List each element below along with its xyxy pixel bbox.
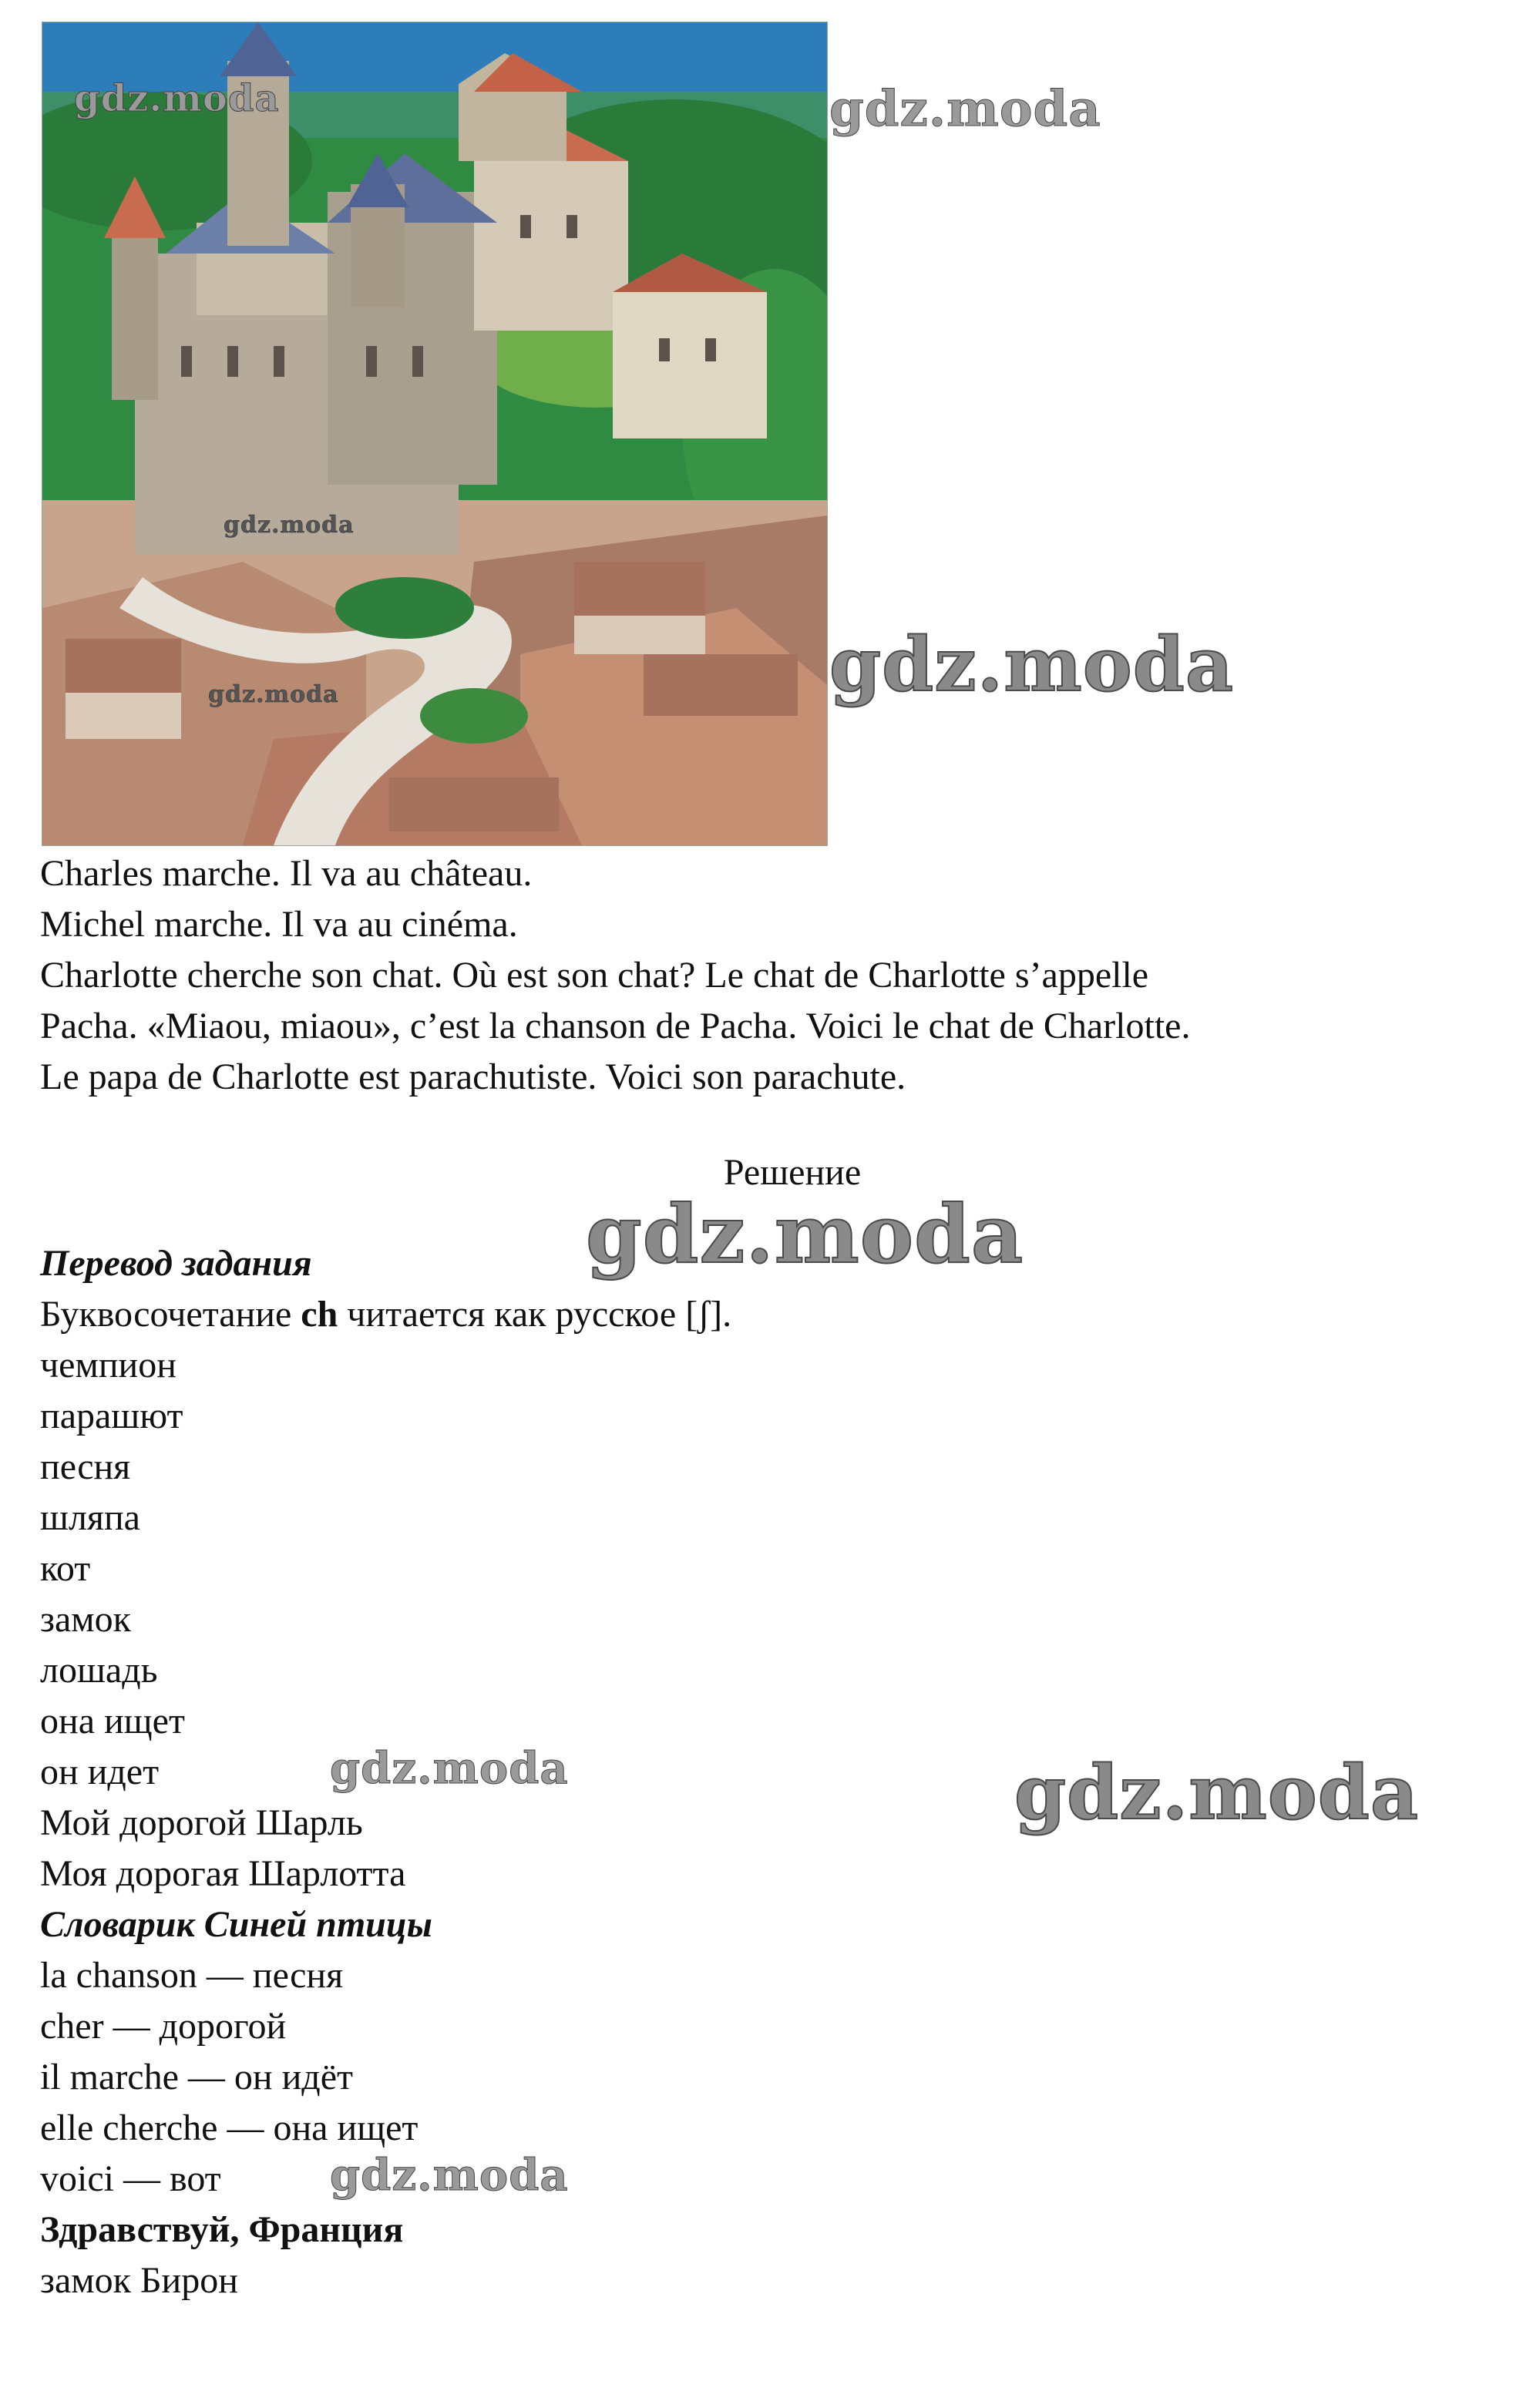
- french-line: Pacha. «Miaou, miaou», c’est la chanson de Pacha. Voici le chat de Charlotte.: [40, 1006, 1191, 1046]
- solution-title: Решение: [723, 1152, 862, 1193]
- watermark: gdz.moda: [224, 512, 355, 539]
- translation-rule: [40, 1293, 731, 1336]
- vocabulary-heading: Словарик Синей птицы: [40, 1904, 432, 1945]
- word-item: чемпион: [40, 1345, 177, 1385]
- vocab-item: la chanson — песня: [40, 1955, 344, 1996]
- word-item: Моя дорогая Шарлотта: [40, 1853, 406, 1894]
- france-text: замок Бирон: [40, 2260, 238, 2301]
- vocab-item: il marche — он идёт: [40, 2057, 353, 2097]
- word-item: он идет: [40, 1751, 160, 1792]
- watermark: gdz.moda: [74, 77, 280, 120]
- watermark: gdz.moda: [829, 621, 1235, 708]
- french-line: Michel marche. Il va au cinéma.: [40, 904, 518, 945]
- vocab-item: elle cherche — она ищет: [40, 2107, 419, 2148]
- word-item: замок: [40, 1599, 131, 1640]
- rule-bold: ch: [301, 1294, 338, 1335]
- french-line: Charles marche. Il va au château.: [40, 853, 533, 894]
- french-line: Le papa de Charlotte est parachutiste. Voici son parachute.: [40, 1056, 906, 1097]
- word-item: парашют: [40, 1395, 183, 1436]
- watermark: gdz.moda: [829, 80, 1101, 138]
- word-item: песня: [40, 1446, 131, 1487]
- france-heading: Здравствуй, Франция: [40, 2209, 404, 2250]
- word-item: она ищет: [40, 1701, 185, 1741]
- castle-photo: [42, 22, 828, 846]
- word-item: лошадь: [40, 1650, 158, 1691]
- word-item: Мой дорогой Шарль: [40, 1802, 363, 1843]
- rule-before: Буквосочетание: [40, 1294, 301, 1335]
- watermark: gdz.moda: [330, 2150, 569, 2201]
- word-item: шляпа: [40, 1497, 140, 1538]
- vocab-item: cher — дорогой: [40, 2006, 287, 2047]
- rule-after: читается как русское [ʃ].: [338, 1294, 732, 1335]
- watermark: gdz.moda: [1014, 1749, 1420, 1836]
- watermark: gdz.moda: [330, 1743, 569, 1794]
- french-line: Charlotte cherche son chat. Où est son chat? Le chat de Charlotte s’appelle: [40, 955, 1149, 996]
- vocab-item: voici — вот: [40, 2158, 221, 2199]
- watermark: gdz.moda: [208, 681, 339, 708]
- castle-illustration: [42, 22, 827, 845]
- word-item: кот: [40, 1548, 91, 1589]
- translation-heading: Перевод задания: [40, 1243, 312, 1284]
- watermark: gdz.moda: [586, 1187, 1024, 1281]
